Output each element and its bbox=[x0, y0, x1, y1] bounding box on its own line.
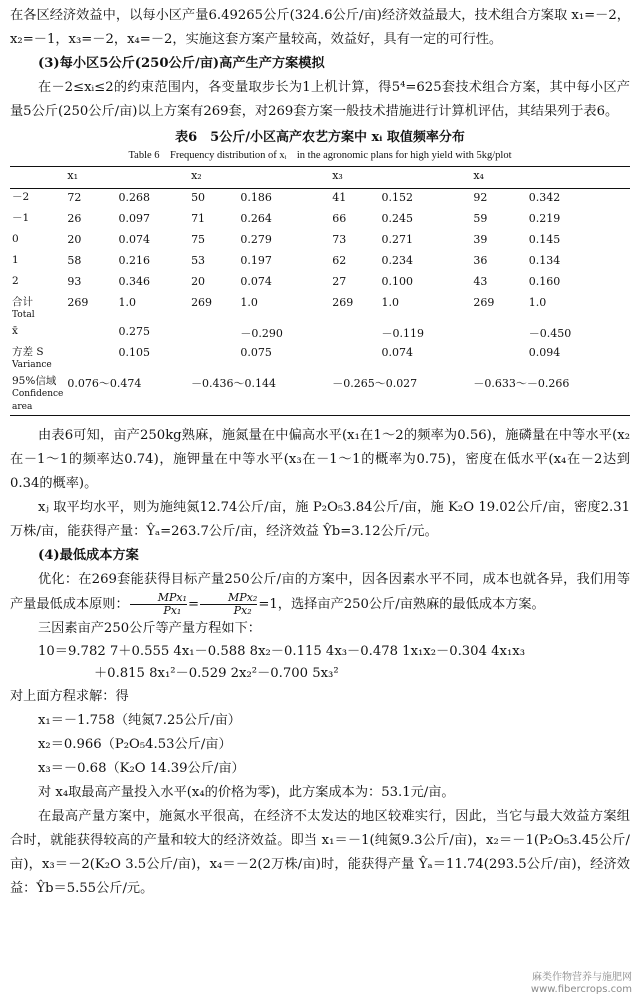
fraction-numerator: MPx₁ bbox=[130, 592, 187, 605]
table-cell: 1 bbox=[12, 254, 19, 266]
paragraph-simulation: 在－2≤xᵢ≤2的约束范围内，各变量取步长为1上机计算，得5⁴=625套技术组合方案，其中每小区产量5公斤(250公斤/亩)以上方案有269套，对269套方案一般技术措施进行计算机评估，其结果列于表6。 bbox=[10, 80, 630, 119]
table-cell: 66 bbox=[332, 212, 347, 225]
table-header-cell bbox=[238, 167, 330, 189]
table-cell: 269 bbox=[191, 296, 213, 309]
row-label-confidence bbox=[10, 373, 65, 416]
table-cell: 0.186 bbox=[240, 191, 272, 204]
table-cell: 0.234 bbox=[381, 254, 414, 267]
paragraph-table-analysis: 由表6可知，亩产250kg熟麻，施氮量在中偏高水平(x₁在1～2的频率为0.56)，施磷量在中等水平(x₂在－1～1的频率达0.74)，施钾量在中等水平(x₃在－1～1的概率为0.75)，密度在低水平(x₄在－2达到0.34的概率)。 bbox=[10, 428, 630, 491]
table-cell: －0.633～－0.266 bbox=[473, 377, 570, 390]
solution-x2: x₂＝0.966（P₂O₅4.53公斤/亩） bbox=[38, 737, 232, 752]
label-cn: 方差 S bbox=[12, 346, 44, 358]
table-cell: 0.074 bbox=[240, 275, 272, 288]
table-row-variance bbox=[10, 344, 630, 373]
watermark-url: www.fibercrops.com bbox=[530, 984, 632, 995]
row-label-mean: x̄ bbox=[12, 325, 18, 337]
table-cell: 0.342 bbox=[528, 191, 561, 204]
table-cell: 58 bbox=[67, 254, 82, 267]
table-row-confidence bbox=[10, 373, 630, 416]
paragraph-combined-plan: 在最高产量方案中，施氮水平很高，在经济不太发达的地区较难实行，因此，当它与最大效益方案组合时，就能获得较高的产量和较大的经济效益。即当 x₁＝－1(纯氮9.3公斤/亩)，x₂＝－1(P₂O₅3.45公斤/亩)，x₃＝－2(K₂O 3.5公斤/亩)，x₄＝－2(2万株/亩)时，能获得产量 Ŷₐ＝11.74(293.5公斤/亩)，经济效益：Ŷb＝5.55公斤/元。 bbox=[10, 809, 630, 896]
label-cn: 合计 bbox=[12, 296, 33, 308]
table-cell: 0.264 bbox=[240, 212, 272, 225]
table-cell: 0.271 bbox=[381, 233, 414, 246]
table-row-mean bbox=[10, 323, 630, 344]
table-cell: 27 bbox=[332, 275, 347, 288]
table-cell: 1.0 bbox=[528, 296, 547, 309]
table-cell: 72 bbox=[67, 191, 82, 204]
table-cell: 71 bbox=[191, 212, 206, 225]
table-cell: 0.219 bbox=[528, 212, 561, 225]
table-cell: 92 bbox=[473, 191, 488, 204]
table-cell: －0.265～0.027 bbox=[332, 377, 418, 390]
table-cell: －0.119 bbox=[381, 327, 425, 340]
table-header-row bbox=[10, 167, 630, 189]
table-cell: 0.160 bbox=[528, 275, 561, 288]
paragraph-results: 在各区经济效益中，以每小区产量6.49265公斤(324.6公斤/亩)经济效益最大，技术组合方案取 x₁=－2，x₂=－1，x₃=－2，x₄=－2，实施这套方案产量较高，效益好，具有一定的可行性。 bbox=[10, 8, 630, 47]
table-cell: 59 bbox=[473, 212, 488, 225]
table-row bbox=[10, 189, 630, 211]
table-header-cell bbox=[527, 167, 630, 189]
table-cell: 0.075 bbox=[240, 346, 272, 359]
table-header-cell bbox=[380, 167, 472, 189]
table-cell: 0.134 bbox=[528, 254, 561, 267]
paragraph-cost: 对 x₄取最高产量投入水平(x₄的价格为零)，此方案成本为：53.1元/亩。 bbox=[38, 785, 455, 800]
table-cell: 1.0 bbox=[381, 296, 400, 309]
table-cell: 0.275 bbox=[118, 325, 150, 338]
table-cell: 50 bbox=[191, 191, 206, 204]
table-cell: 269 bbox=[67, 296, 89, 309]
table-cell: 73 bbox=[332, 233, 347, 246]
table-row bbox=[10, 252, 630, 273]
paragraph-optimization: 优化：在269套能获得目标产量250公斤/亩的方案中，因各因素水平不同，成本也就各异，我们用等产量最低成本原则： $\frac{\text{MPx₁}}{\text{Px₁}}$ = $\frac{\text{MPx₂}}{\text{Px₂}}$ =1，选择亩产250公斤/亩熟麻的最低成本方案。 bbox=[10, 572, 630, 617]
paragraph-solve: 对上面方程求解：得 bbox=[10, 689, 129, 704]
table-cell: 0.074 bbox=[118, 233, 150, 246]
table-row bbox=[10, 273, 630, 294]
table-header-cell bbox=[10, 167, 65, 189]
table-header-cell: x₃ bbox=[332, 169, 343, 182]
table-cell: 26 bbox=[67, 212, 82, 225]
table-cell: 0.152 bbox=[381, 191, 414, 204]
table-cell: 0.145 bbox=[528, 233, 561, 246]
table-cell: 0.268 bbox=[118, 191, 150, 204]
label-en: Total bbox=[12, 310, 35, 320]
table-cell: 43 bbox=[473, 275, 488, 288]
table-header-cell bbox=[116, 167, 189, 189]
table-cell: 0.094 bbox=[528, 346, 561, 359]
solution-x3: x₃＝－0.68（K₂O 14.39公斤/亩） bbox=[38, 761, 245, 776]
table-cell: 0.105 bbox=[118, 346, 150, 359]
table-row bbox=[10, 231, 630, 252]
section-4-heading: (4)最低成本方案 bbox=[38, 548, 139, 563]
optimization-text-end: =1，选择亩产250公斤/亩熟麻的最低成本方案。 bbox=[258, 597, 545, 612]
solution-x1: x₁＝－1.758（纯氮7.25公斤/亩） bbox=[38, 713, 241, 728]
table-cell: 1.0 bbox=[240, 296, 258, 309]
table-cell: －0.290 bbox=[240, 327, 283, 340]
table-cell: 0.074 bbox=[381, 346, 414, 359]
table-cell: 0.100 bbox=[381, 275, 414, 288]
section-3-heading: (3)每小区5公斤(250公斤/亩)高产生产方案模拟 bbox=[38, 56, 325, 71]
table-cell: 36 bbox=[473, 254, 488, 267]
table-cell: 62 bbox=[332, 254, 347, 267]
fraction-numerator: MPx₂ bbox=[200, 592, 257, 605]
optimization-text: 优化：在269套能获得目标产量250公斤/亩的方案中，因各因素水平不同，成本也就各异，我们用等产量最低成本原则： bbox=[10, 572, 630, 612]
fraction-denominator: Px₁ bbox=[163, 604, 182, 617]
table-cell: 53 bbox=[191, 254, 206, 267]
watermark-cn: 麻类作物营养与施肥网 bbox=[532, 972, 632, 983]
table-cell: 93 bbox=[67, 275, 82, 288]
fraction-denominator: Px₂ bbox=[233, 604, 252, 617]
table-cell: －1 bbox=[12, 212, 30, 224]
table-cell: －0.436～0.144 bbox=[191, 377, 277, 390]
table-cell: 269 bbox=[473, 296, 495, 309]
table-caption-en: Table 6 Frequency distribution of xᵢ in the agronomic plans for high yield with 5kg/plot bbox=[128, 150, 512, 161]
label-en: Confidence area bbox=[12, 389, 64, 412]
row-label-total bbox=[10, 294, 65, 323]
table-cell: 1.0 bbox=[118, 296, 136, 309]
table-row-total bbox=[10, 294, 630, 323]
table-cell: 20 bbox=[191, 275, 206, 288]
paragraph-equation-intro: 三因素亩产250公斤等产量方程如下： bbox=[38, 621, 261, 636]
table-cell: 269 bbox=[332, 296, 354, 309]
table-cell: 0.346 bbox=[118, 275, 150, 288]
paragraph-average-level: xⱼ 取平均水平，则为施纯氮12.74公斤/亩，施 P₂O₅3.84公斤/亩，施 K₂O 19.02公斤/亩，密度2.31万株/亩，能获得产量：Ŷₐ=263.7公斤/亩，经济效益 Ŷb=3.12公斤/元。 bbox=[10, 500, 630, 539]
table-caption-cn: 表6 5公斤/小区高产农艺方案中 xᵢ 取值频率分布 bbox=[175, 130, 465, 145]
table-header-cell: x₂ bbox=[191, 169, 202, 182]
table-cell: 2 bbox=[12, 275, 19, 287]
table-cell: －2 bbox=[12, 191, 30, 203]
table-cell: 39 bbox=[473, 233, 488, 246]
equation-line-2: ＋0.815 8x₁²－0.529 2x₂²－0.700 5x₃² bbox=[94, 666, 339, 681]
frequency-table bbox=[10, 166, 630, 416]
fraction-2 bbox=[200, 592, 257, 617]
label-cn: 95%信域 bbox=[12, 375, 57, 387]
table-cell: 20 bbox=[67, 233, 82, 246]
equation-line-1: 10＝9.782 7＋0.555 4x₁－0.588 8x₂－0.115 4x₃－0.478 1x₁x₂－0.304 4x₁x₃ bbox=[38, 644, 525, 659]
label-en: Variance bbox=[12, 360, 52, 370]
table-header-cell: x₄ bbox=[473, 169, 484, 182]
table-cell: 0 bbox=[12, 233, 19, 245]
table-header-cell: x₁ bbox=[67, 169, 78, 182]
table-cell: 0.197 bbox=[240, 254, 272, 267]
watermark bbox=[531, 972, 632, 996]
table-cell: 0.216 bbox=[118, 254, 150, 267]
table-cell: －0.450 bbox=[528, 327, 572, 340]
table-cell: 0.245 bbox=[381, 212, 414, 225]
table-cell: 0.076～0.474 bbox=[67, 377, 142, 390]
fraction-1 bbox=[130, 592, 187, 617]
table-cell: 0.279 bbox=[240, 233, 272, 246]
table-cell: 75 bbox=[191, 233, 206, 246]
table-cell: 0.097 bbox=[118, 212, 150, 225]
row-label-variance bbox=[10, 344, 65, 373]
table-cell: 41 bbox=[332, 191, 347, 204]
table-row bbox=[10, 210, 630, 231]
